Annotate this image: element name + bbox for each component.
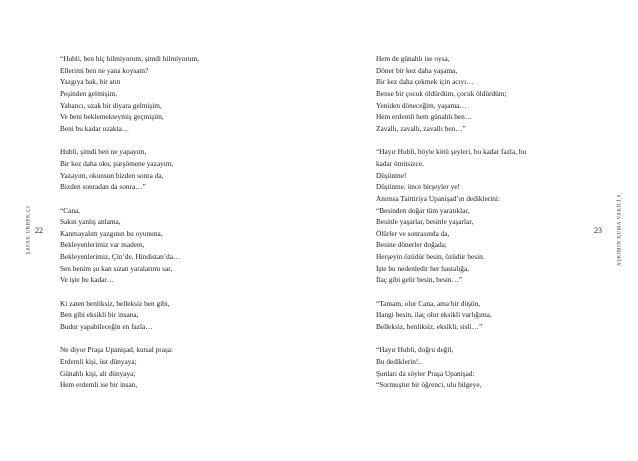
verse-line: Bir kez daha oku, parşömene yazayım,: [60, 158, 174, 168]
page-number-right: 23: [594, 226, 602, 235]
verse-line: “Hayır Hubli, böyle kötü şeyleri, bu kadar fazla, bu: [376, 147, 527, 157]
stanza: [60, 146, 300, 193]
poem-column-right: [376, 53, 596, 403]
verse-line: Düşünme!: [376, 170, 407, 180]
verse-line: Hangi besin, ilaç olur eksikli varlığıma,: [376, 310, 492, 320]
verse-line: Yabancı, uzak bir diyara gelmişim,: [60, 100, 162, 110]
verse-line: Bense bir çocuk öldürdüm, çocuk öldürdüm;: [376, 88, 507, 98]
verse-line: Besine dönerler doğada;: [376, 240, 447, 250]
running-head-right: AŞKIMIN KUMA VAKİLİ.S: [617, 193, 623, 267]
stanza: [376, 344, 596, 391]
verse-line: Hem erdemli hem günahlı ben…: [376, 112, 473, 122]
verse-line: Ve beni beklemekteymiş geçmişim,: [60, 112, 164, 122]
stanza: [376, 53, 596, 135]
verse-line: Zavallı, zavallı, zavallı ben…”: [376, 123, 466, 133]
stanza: [60, 298, 300, 333]
verse-line: Hem erdemli ise bir insan,: [60, 380, 138, 390]
verse-line: Günahlı kişi, alt dünyaya;: [60, 368, 136, 378]
running-head-left: ŞAFAK ÜRBEK.ÇI: [26, 205, 32, 255]
verse-line: Ellerimi ben ne yana koysam?: [60, 65, 149, 75]
verse-line: İşte bu nedenledir her hastalığa,: [376, 263, 469, 273]
stanza: [376, 298, 596, 333]
verse-line: Ölürler ve sonrasında da,: [376, 228, 450, 238]
verse-line: Bekleyenlerimiz var madem,: [60, 240, 145, 250]
verse-line: Ben gibi eksikli bir insana,: [60, 310, 139, 320]
stanza: [60, 205, 300, 287]
verse-line: Beni bu kadar uzakta…: [60, 123, 130, 133]
verse-line: Belleksiz, benliksiz, eksikli, sisli…”: [376, 322, 483, 332]
poem-column-left: [60, 53, 300, 403]
verse-line: Ne diyor Praşa Upanişad, kutsal praşa:: [60, 345, 174, 355]
verse-line: Herşeyin özüdür besin, özüdür besin.: [376, 252, 485, 262]
verse-line: Erdemli kişi, üst dünyaya;: [60, 357, 137, 366]
verse-line: Yazayım, okunsun bizden sonra da,: [60, 170, 164, 180]
verse-line: Anımsa Taittiriya Upanişad’ın dediklerini:: [376, 193, 500, 203]
verse-line: “Hubli, ben hiç bilmiyorum, şimdi bilmiyorum,: [60, 54, 200, 63]
stanza: [376, 146, 596, 286]
stanza: [60, 344, 300, 391]
verse-line: Bizden sonradan da sonra…”: [60, 182, 146, 192]
verse-line: Şunları da söyler Praşa Upanişad:: [376, 368, 475, 378]
verse-line: “Hayır Hubli, doğru değil,: [376, 345, 454, 355]
verse-line: Kanmayalım yazgının bu oyununa,: [60, 228, 163, 238]
verse-line: “Tamam, olur Cana, ama bir düşün,: [376, 298, 481, 308]
verse-line: “Besinden doğar tüm yaratıklar,: [376, 205, 470, 215]
verse-line: Yeniden döneceğim, yaşama…: [376, 100, 467, 110]
verse-line: Yazgıya bak, bir atın: [60, 77, 121, 87]
verse-line: Budur yapabileceğin en fazla…: [60, 322, 153, 332]
page-number-left: 22: [35, 226, 43, 235]
verse-line: “Sormuştur bir öğrenci, ulu bilgeye,: [376, 380, 482, 390]
verse-line: “Cana,: [60, 205, 81, 215]
verse-line: Ki zaten benliksiz, belleksiz ben gibi,: [60, 298, 170, 308]
verse-line: Sakın yanlış anlama,: [60, 217, 121, 227]
verse-line: Düşünme, önce birşeyler ye!: [376, 182, 460, 192]
verse-line: Döner bir kez daha yaşama,: [376, 65, 458, 75]
verse-line: Bekleyenlerimiz, Çin’de, Hindistan’da…: [60, 252, 181, 262]
verse-line: Sen benim şu kan sızan yaralarımı sar,: [60, 263, 173, 273]
verse-line: Hem de günahlı ise oysa,: [376, 54, 450, 63]
verse-line: Bir kez daha çekmek için acıyı…: [376, 77, 474, 87]
verse-line: Ve işte bu kadar…: [60, 275, 115, 285]
verse-line: Hubli, şimdi ben ne yapayım,: [60, 147, 147, 157]
verse-line: Bu dediklerin!..: [376, 357, 423, 367]
verse-line: İlaç gibi gelir besin, besin…”: [376, 275, 463, 285]
verse-line: kadar ümitsizce,: [376, 158, 424, 168]
stanza: [60, 53, 300, 135]
verse-line: Peşinden gelmişim,: [60, 88, 118, 98]
verse-line: Besinle yaşarlar, besinle yaşarlar,: [376, 217, 474, 227]
